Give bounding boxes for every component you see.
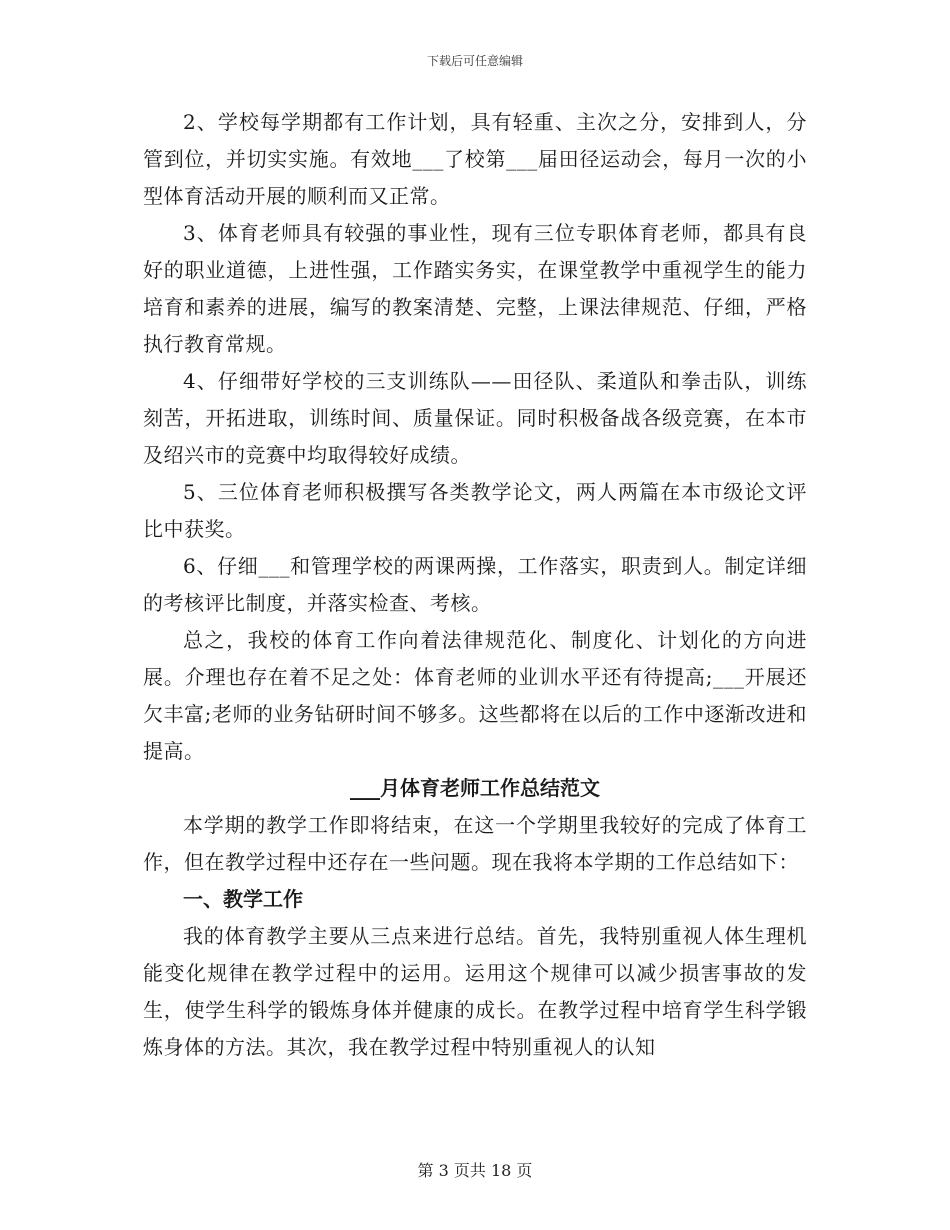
paragraph-summary: 总之，我校的体育工作向着法律规范化、制度化、计划化的方向进展。介理也存在着不足之处：体育老师的业训水平还有待提高;___开展还欠丰富;老师的业务钻研时间不够多。这些都将在以后的工作中逐渐改进和提高。 [143, 628, 807, 763]
document-body [143, 104, 807, 1066]
teaching-paragraph: 我的体育教学主要从三点来进行总结。首先，我特别重视人体生理机能变化规律在教学过程中的运用。运用这个规律可以减少损害事故的发生，使学生科学的锻炼身体并健康的成长。在教学过程中培育学生科学锻炼身体的方法。其次，我在教学过程中特别重视人的认知 [143, 924, 807, 1059]
paragraph-item-2: 2、学校每学期都有工作计划，具有轻重、主次之分，安排到人，分管到位，并切实实施。有效地___了校第___届田径运动会，每月一次的小型体育活动开展的顺利而又正常。 [143, 110, 807, 208]
page-footer: 第 3 页共 18 页 [417, 1161, 533, 1180]
paragraph-item-4: 4、仔细带好学校的三支训练队——田径队、柔道队和拳击队，训练刻苦，开拓进取，训练时间、质量保证。同时积极备战各级竞赛，在本市及绍兴市的竞赛中均取得较好成绩。 [143, 369, 807, 467]
paragraph-item-3: 3、体育老师具有较强的事业性，现有三位专职体育老师，都具有良好的职业道德，上进性强，工作踏实务实，在课堂教学中重视学生的能力培育和素养的进展，编写的教案清楚、完整，上课法律规范、仔细，严格执行教育常规。 [143, 221, 807, 356]
subheading-teaching-work: 一、教学工作 [183, 887, 303, 911]
section-title: ___月体育老师工作总结范文 [350, 776, 600, 800]
paragraph-item-6: 6、仔细___和管理学校的两课两操，工作落实，职责到人。制定详细的考核评比制度，并落实检查、考核。 [143, 554, 807, 615]
paragraph-item-5: 5、三位体育老师积极撰写各类教学论文，两人两篇在本市级论文评比中获奖。 [143, 480, 807, 541]
page-header: 下载后可任意编辑 [426, 54, 523, 68]
intro-paragraph: 本学期的教学工作即将结束，在这一个学期里我较好的完成了体育工作，但在教学过程中还存在一些问题。现在我将本学期的工作总结如下： [143, 813, 807, 874]
